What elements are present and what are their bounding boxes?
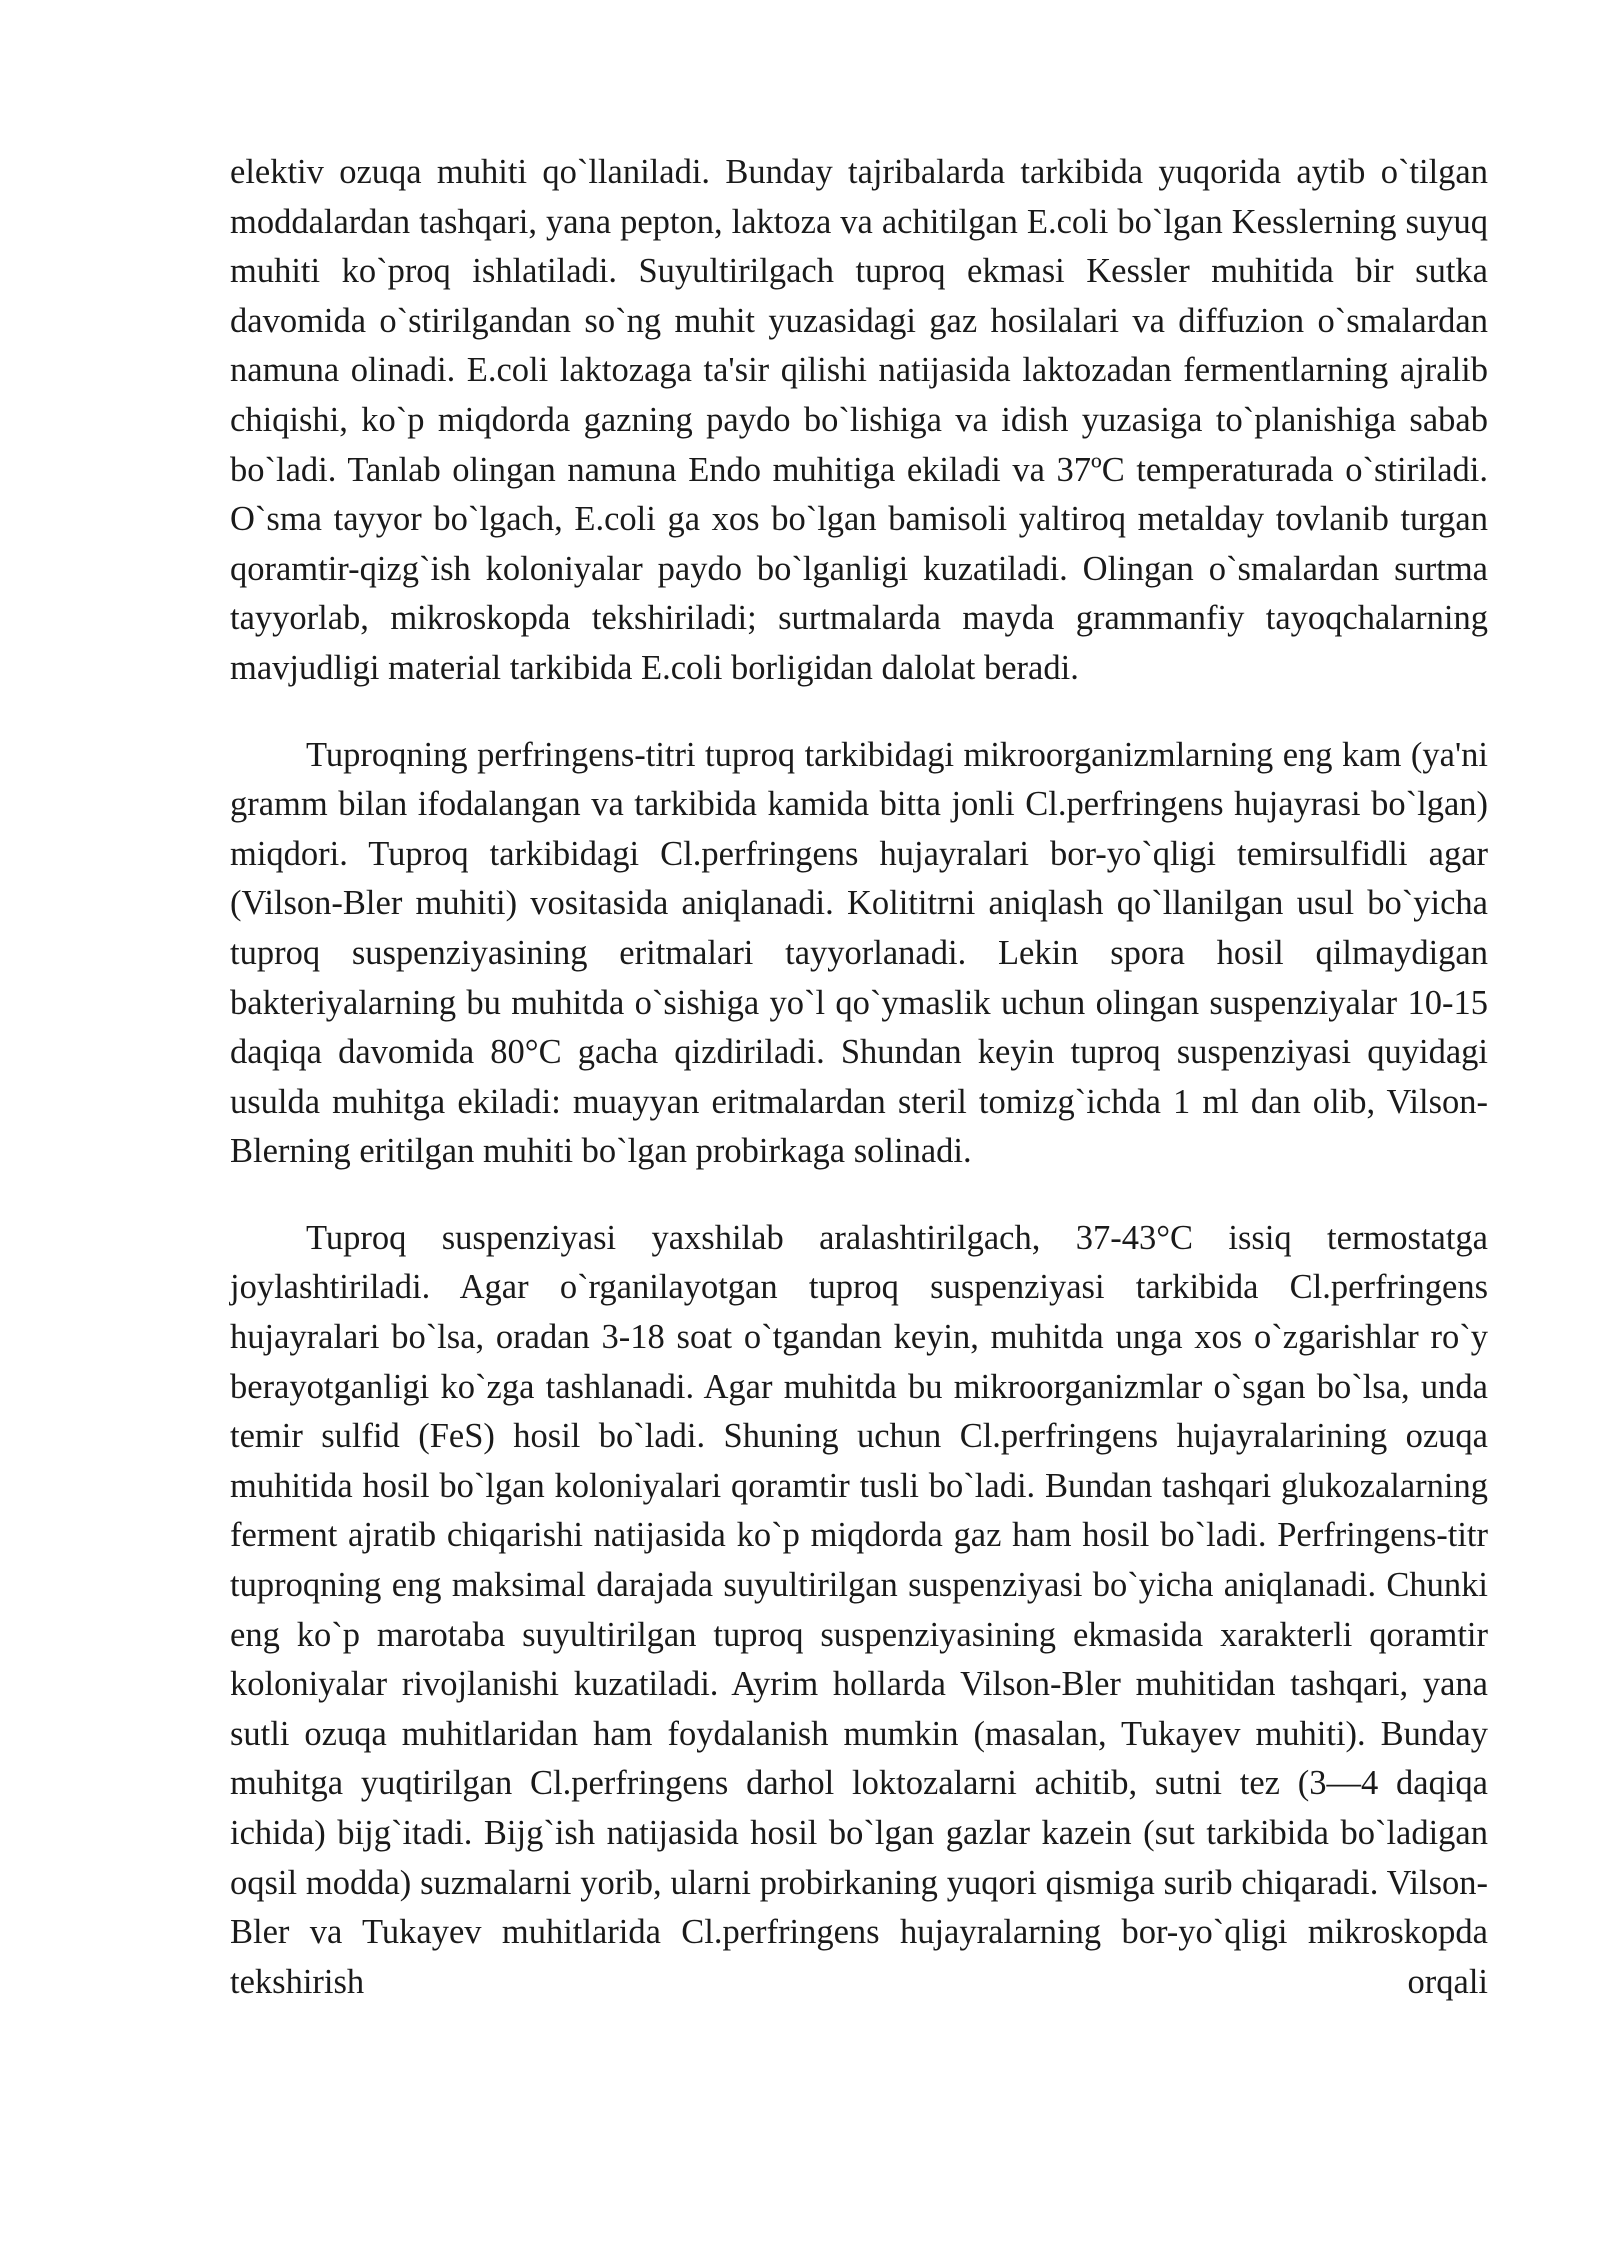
paragraph-1: elektiv ozuqa muhiti qo`llaniladi. Bunday tajribalarda tarkibida yuqorida aytib o`tilgan moddalardan tashqari, yana pepton, laktoza va achitilgan E.coli bo`lgan Kesslerning suyuq muhiti ko`proq ishlatiladi. Suyultirilgach tuproq ekmasi Kessler muhitida bir sutka davomida o`stirilgandan so`ng muhit yuzasidagi gaz hosilalari va diffuzion o`smalardan namuna olinadi. E.coli laktozaga ta'sir qilishi natijasida laktozadan fermentlarning ajralib chiqishi, ko`p miqdorda gazning paydo bo`lishiga va idish yuzasiga to`planishiga sabab bo`ladi. Tanlab olingan namuna Endo muhitiga ekiladi va 37ºC temperaturada o`stiriladi. O`sma tayyor bo`lgach, E.coli ga xos bo`lgan bamisoli yaltiroq metalday tovlanib turgan qoramtir-qizg`ish koloniyalar paydo bo`lganligi kuzatiladi. Olingan o`smalardan surtma tayyorlab, mikroskopda tekshiriladi; surtmalarda mayda grammanfiy tayoqchalarning mavjudligi material tarkibida E.coli borligidan dalolat beradi.	[230, 153, 1488, 687]
body-text	[230, 148, 1488, 2007]
paragraph-2: Tuproqning perfringens-titri tuproq tarkibidagi mikroorganizmlarning eng kam (ya'ni gramm bilan ifodalangan va tarkibida kamida bitta jonli Cl.perfringens hujayrasi bo`lgan) miqdori. Tuproq tarkibidagi Cl.perfringens hujayralari bor-yo`qligi temirsulfidli agar (Vilson-Bler muhiti) vositasida aniqlanadi. Kolititrni aniqlash qo`llanilgan usul bo`yicha tuproq suspenziyasining eritmalari tayyorlanadi. Lekin spora hosil qilmaydigan bakteriyalarning bu muhitda o`sishiga yo`l qo`ymaslik uchun olingan suspenziyalar 10-15 daqiqa davomida 80°C gacha qizdiriladi. Shundan keyin tuproq suspenziyasi quyidagi usulda muhitga ekiladi: muayyan eritmalardan steril tomizg`ichda 1 ml dan olib, Vilson-Blerning eritilgan muhiti bo`lgan probirkaga solinadi.	[230, 735, 1488, 1171]
paragraph-3: Tuproq suspenziyasi yaxshilab aralashtirilgach, 37-43°C issiq termostatga joylashtiriladi. Agar o`rganilayotgan tuproq suspenziyasi tarkibida Cl.perfringens hujayralari bo`lsa, oradan 3-18 soat o`tgandan keyin, muhitda unga xos o`zgarishlar ro`y berayotganligi ko`zga tashlanadi. Agar muhitda bu mikroorganizmlar o`sgan bo`lsa, unda temir sulfid (FeS) hosil bo`ladi. Shuning uchun Cl.perfringens hujayralarining ozuqa muhitida hosil bo`lgan koloniyalari qoramtir tusli bo`ladi. Bundan tashqari glukozalarning ferment ajratib chiqarishi natijasida ko`p miqdorda gaz ham hosil bo`ladi. Perfringens-titr tuproqning eng maksimal darajada suyultirilgan suspenziyasi bo`yicha aniqlanadi. Chunki eng ko`p marotaba suyultirilgan tuproq suspenziyasining ekmasida xarakterli qoramtir koloniyalar rivojlanishi kuzatiladi. Ayrim hollarda Vilson-Bler muhitidan tashqari, yana sutli ozuqa muhitlaridan ham foydalanish mumkin (masalan, Tukayev muhiti). Bunday muhitga yuqtirilgan Cl.perfringens darhol loktozalarni achitib, sutni tez (3—4 daqiqa ichida) bijg`itadi. Bijg`ish natijasida hosil bo`lgan gazlar kazein (sut tarkibida bo`ladigan oqsil modda) suzmalarni yorib, ularni probirkaning yuqori qismiga surib chiqaradi. Vilson-Bler va Tukayev muhitlarida Cl.perfringens hujayralarning bor-yo`qligi mikroskopda tekshirish orqali	[230, 1218, 1488, 2001]
